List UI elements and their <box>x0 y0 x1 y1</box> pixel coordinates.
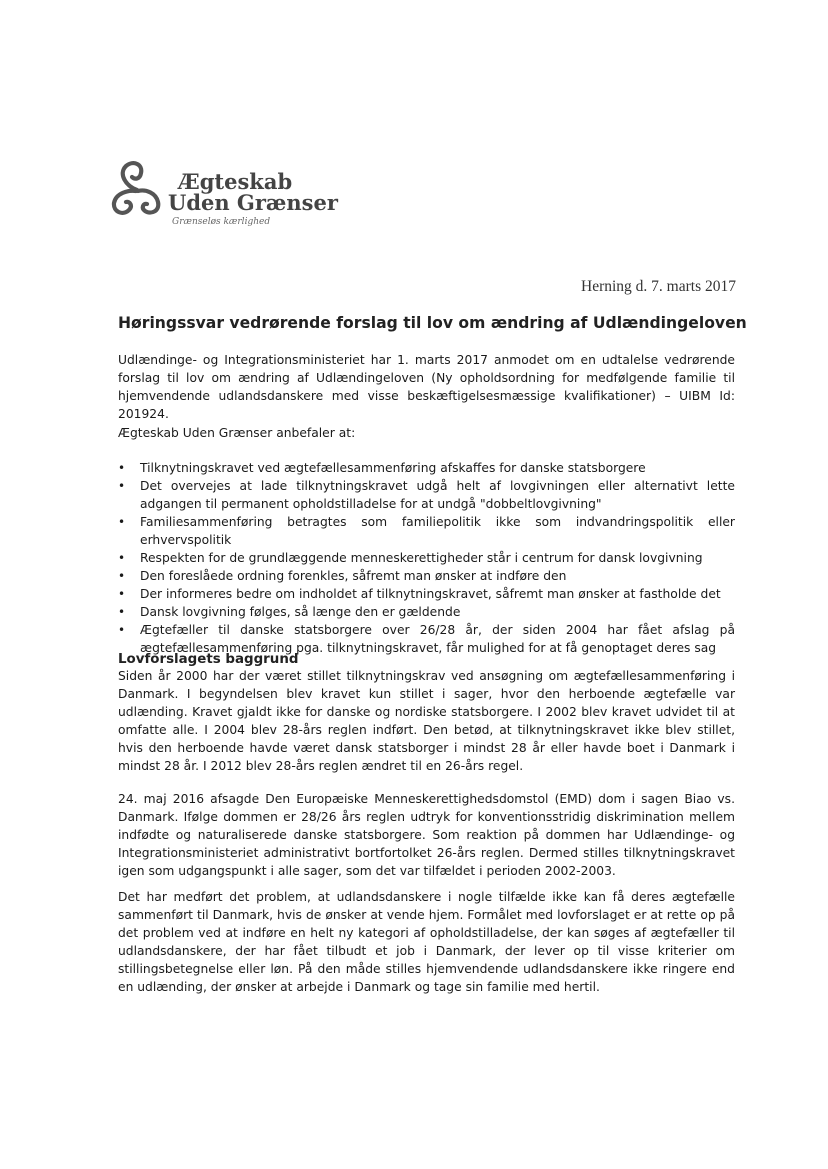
list-item <box>118 513 735 549</box>
bullet-icon: • <box>118 515 126 529</box>
section-paragraph-3: Det har medført det problem, at udlandsdanskere i nogle tilfælde ikke kan få deres ægtefælle sammenført til Danmark, hvis de ønsker at vende hjem. Formålet med lovforslaget er at rette op på det problem ved at indføre en helt ny kategori af opholdstilladelse, der kan søges af ægtefæller til udlandsdanskere, der har fået tilbudt et job i Danmark, der lever op til visse kriterier om stillingsbetegnelse eller løn. På den måde stilles hjemvendende udlandsdanskere ikke ringere end en udlænding, der ønsker at arbejde i Danmark og tage sin familie med hertil. <box>118 890 735 994</box>
bullet-icon: • <box>118 569 126 583</box>
logo-name-line2: Uden Grænser <box>168 190 338 215</box>
list-item-text: Der informeres bedre om indholdet af tilknytningskravet, såfremt man ønsker at fastholde det <box>140 587 721 601</box>
bullet-icon: • <box>118 623 126 637</box>
bullet-icon: • <box>118 461 126 475</box>
list-item <box>118 459 735 477</box>
list-item-text: Familiesammenføring betragtes som familiepolitik ikke som indvandringspolitik eller erhvervspolitik <box>140 515 735 547</box>
bullet-icon: • <box>118 605 126 619</box>
list-item-text: Dansk lovgivning følges, så længe den er gældende <box>140 605 461 619</box>
section-paragraph-1: Siden år 2000 har der været stillet tilknytningskrav ved ansøgning om ægtefællesammenføring i Danmark. I begyndelsen blev kravet kun stillet i sager, hvor den herboende ægtefælle var udlænding. Kravet gjaldt ikke for danske og nordiske statsborgere. I 2002 blev kravet udvidet til at omfatte alle. I 2004 blev 28-års reglen indført. Den betød, at tilknytningskravet ikke blev stillet, hvis den herboende havde været dansk statsborger i mindst 28 år eller havde boet i Danmark i mindst 28 år. I 2012 blev 28-års reglen ændret til en 26-års regel. <box>118 669 735 773</box>
logo-tagline: Grænseløs kærlighed <box>172 217 271 227</box>
list-item-text: Respekten for de grundlæggende menneskerettigheder står i centrum for dansk lovgivning <box>140 551 703 565</box>
intro-paragraph: Udlændinge- og Integrationsministeriet har 1. marts 2017 anmodet om en udtalelse vedrørende forslag til lov om ændring af Udlændingeloven (Ny opholdsordning for medfølgende familie til hjemvendende udlandsdanskere med visse beskæftigelsesmæssige kvalifikationer) – UIBM Id: 201924. <box>118 353 735 421</box>
list-item-text: Tilknytningskravet ved ægtefællesammenføring afskaffes for danske statsborgere <box>140 461 646 475</box>
bullet-icon: • <box>118 551 126 565</box>
bullet-icon: • <box>118 587 126 601</box>
list-item-text: Ægtefæller til danske statsborgere over 26/28 år, der siden 2004 har fået afslag på ægtefællesammenføring pga. tilknytningskravet, får mulighed for at få genoptaget deres sag <box>140 623 735 655</box>
clover-heart-logo-icon <box>108 160 166 218</box>
list-item <box>118 585 735 603</box>
list-item <box>118 603 735 621</box>
list-item <box>118 567 735 585</box>
recommendations-list <box>118 459 735 657</box>
section-paragraph-2: 24. maj 2016 afsagde Den Europæiske Menneskerettighedsdomstol (EMD) dom i sagen Biao vs. Danmark. Ifølge dommen er 28/26 års reglen udtryk for konventionsstridig diskrimination mellem indfødte og naturaliserede danske statsborgere. Som reaktion på dommen har Udlændinge- og Integrationsministeriet administrativt bortfortolket 26-års reglen. Dermed stilles tilknytningskravet igen som udgangspunkt i alle sager, som det var tilfældet i perioden 2002-2003. <box>118 792 735 878</box>
recommendations-lead: Ægteskab Uden Grænser anbefaler at: <box>118 426 356 440</box>
bullet-icon: • <box>118 479 126 493</box>
list-item <box>118 549 735 567</box>
list-item-text: Den foreslåede ordning forenkles, såfremt man ønsker at indføre den <box>140 569 567 583</box>
logo-name-line1: Ægteskab <box>178 169 293 194</box>
organization-logo <box>108 158 338 238</box>
place-date: Herning d. 7. marts 2017 <box>581 278 736 295</box>
list-item <box>118 477 735 513</box>
list-item-text: Det overvejes at lade tilknytningskravet udgå helt af lovgivningen eller alternativt lette adgangen til permanent opholdstilladelse for at undgå "dobbeltlovgivning" <box>140 479 735 511</box>
section-heading: Lovforslagets baggrund <box>118 652 299 667</box>
document-title: Høringssvar vedrørende forslag til lov om ændring af Udlændingeloven <box>118 314 747 332</box>
